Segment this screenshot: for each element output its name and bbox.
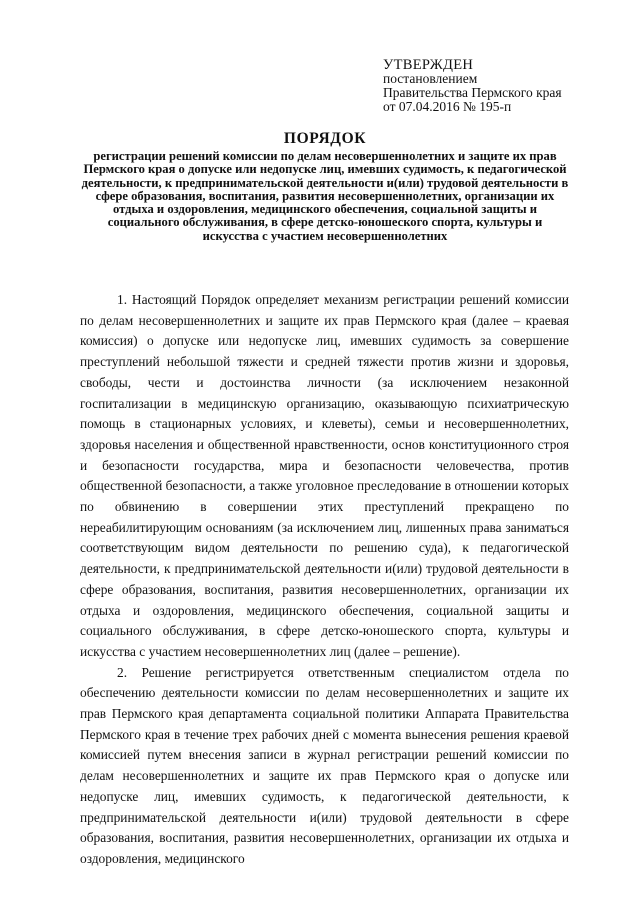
paragraph-1: 1. Настоящий Порядок определяет механизм регистрации решений комиссии по делам несовершеннолетних и защите их прав Пермского края (далее – краевая комиссия) о допуске или недопуске лиц, имевших судимость за совершение преступлений небольшой тяжести и средней тяжести против жизни и здоровья, свободы, чести и достоинства личности (за исключением незаконной госпитализации в медицинскую организацию, оказывающую психиатрическую помощь в стационарных условиях, и клеветы), семьи и несовершеннолетних, здоровья населения и общественной нравственности, основ конституционного строя и безопасности государства, мира и безопасности человечества, против общественной безопасности, а также уголовное преследование в отношении которых по обвинению в совершении этих преступлений прекращено по нереабилитирующим основаниям (за исключением лиц, лишенных права заниматься соответствующим видом деятельности по решению суда), к педагогической деятельности, к предпринимательской деятельности и(или) трудовой деятельности в сфере образования, воспитания, развития несовершеннолетних, организации их отдыха и оздоровления, медицинского обеспечения, социальной защиты и социального обслуживания, в сфере детско-юношеского спорта, культуры и искусства с участием несовершеннолетних лиц (далее – решение). xyxy=(80,292,569,659)
paragraph-2: 2. Решение регистрируется ответственным специалистом отдела по обеспечению деятельности комиссии по делам несовершеннолетних и защите их прав Пермского края департамента социальной политики Аппарата Правительства Пермского края в течение трех рабочих дней с момента вынесения решения краевой комиссией путем внесения записи в журнал регистрации решений комиссии по делам несовершеннолетних и защите их прав Пермского края о допуске или недопуске лиц, имевших судимость, к педагогической деятельности, к предпринимательской деятельности и(или) трудовой деятельности в сфере образования, воспитания, развития несовершеннолетних, организации их отдыха и оздоровления, медицинского xyxy=(80,664,569,866)
approval-stamp xyxy=(383,58,562,114)
approval-heading: УТВЕРЖДЕН xyxy=(383,57,474,73)
document-body xyxy=(80,290,569,870)
approval-line-2: Правительства Пермского края xyxy=(383,85,562,100)
approval-line-3: от 07.04.2016 № 195-п xyxy=(383,99,512,114)
approval-line-1: постановлением xyxy=(383,71,478,86)
document-subtitle: регистрации решений комиссии по делам несовершеннолетних и защите их прав Пермского края о допуске или недопуске лиц, имевших судимость, к педагогической деятельности, к предпринимательской деятельности и(или) трудовой деятельности в сфере образования, воспитания, развития несовершеннолетних, организации их отдыха и оздоровления, медицинского обеспечения, социальной защиты и социального обслуживания, в сфере детско-юношеского спорта, культуры и искусства с участием несовершеннолетних xyxy=(81,149,569,243)
document-title: ПОРЯДОК xyxy=(283,130,367,147)
